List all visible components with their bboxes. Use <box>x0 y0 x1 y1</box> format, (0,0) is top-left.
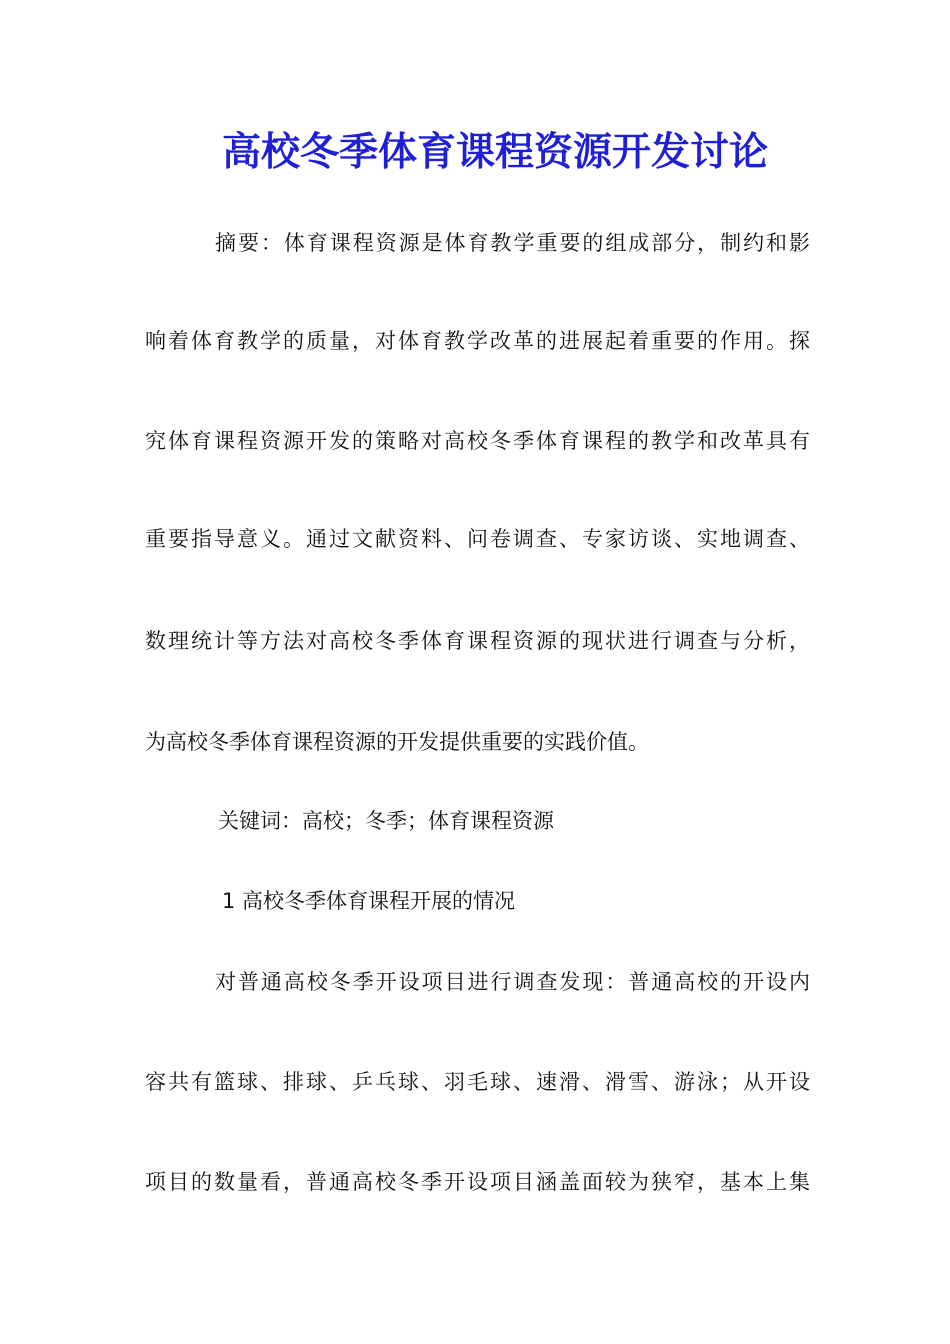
body-line: 容共有篮球、排球、乒乓球、羽毛球、速滑、滑雪、游泳；从开设 <box>145 1070 810 1094</box>
abstract-line: 重要指导意义。通过文献资料、问卷调查、专家访谈、实地调查、 <box>145 527 810 551</box>
abstract-line: 究体育课程资源开发的策略对高校冬季体育课程的教学和改革具有 <box>145 429 810 453</box>
body-line: 项目的数量看，普通高校冬季开设项目涵盖面较为狭窄，基本上集 <box>145 1170 810 1194</box>
abstract-line: 为高校冬季体育课程资源的开发提供重要的实践价值。 <box>145 730 649 754</box>
abstract-line: 摘要：体育课程资源是体育教学重要的组成部分，制约和影 <box>215 231 810 255</box>
abstract-line: 响着体育教学的质量，对体育教学改革的进展起着重要的作用。探 <box>145 329 810 353</box>
body-line: 对普通高校冬季开设项目进行调查发现：普通高校的开设内 <box>215 970 810 994</box>
document-title: 高校冬季体育课程资源开发讨论 <box>221 129 768 175</box>
abstract-line: 数理统计等方法对高校冬季体育课程资源的现状进行调查与分析， <box>145 629 810 653</box>
keywords: 关键词：高校；冬季；体育课程资源 <box>218 809 554 833</box>
section-heading: 1 高校冬季体育课程开展的情况 <box>222 889 516 913</box>
